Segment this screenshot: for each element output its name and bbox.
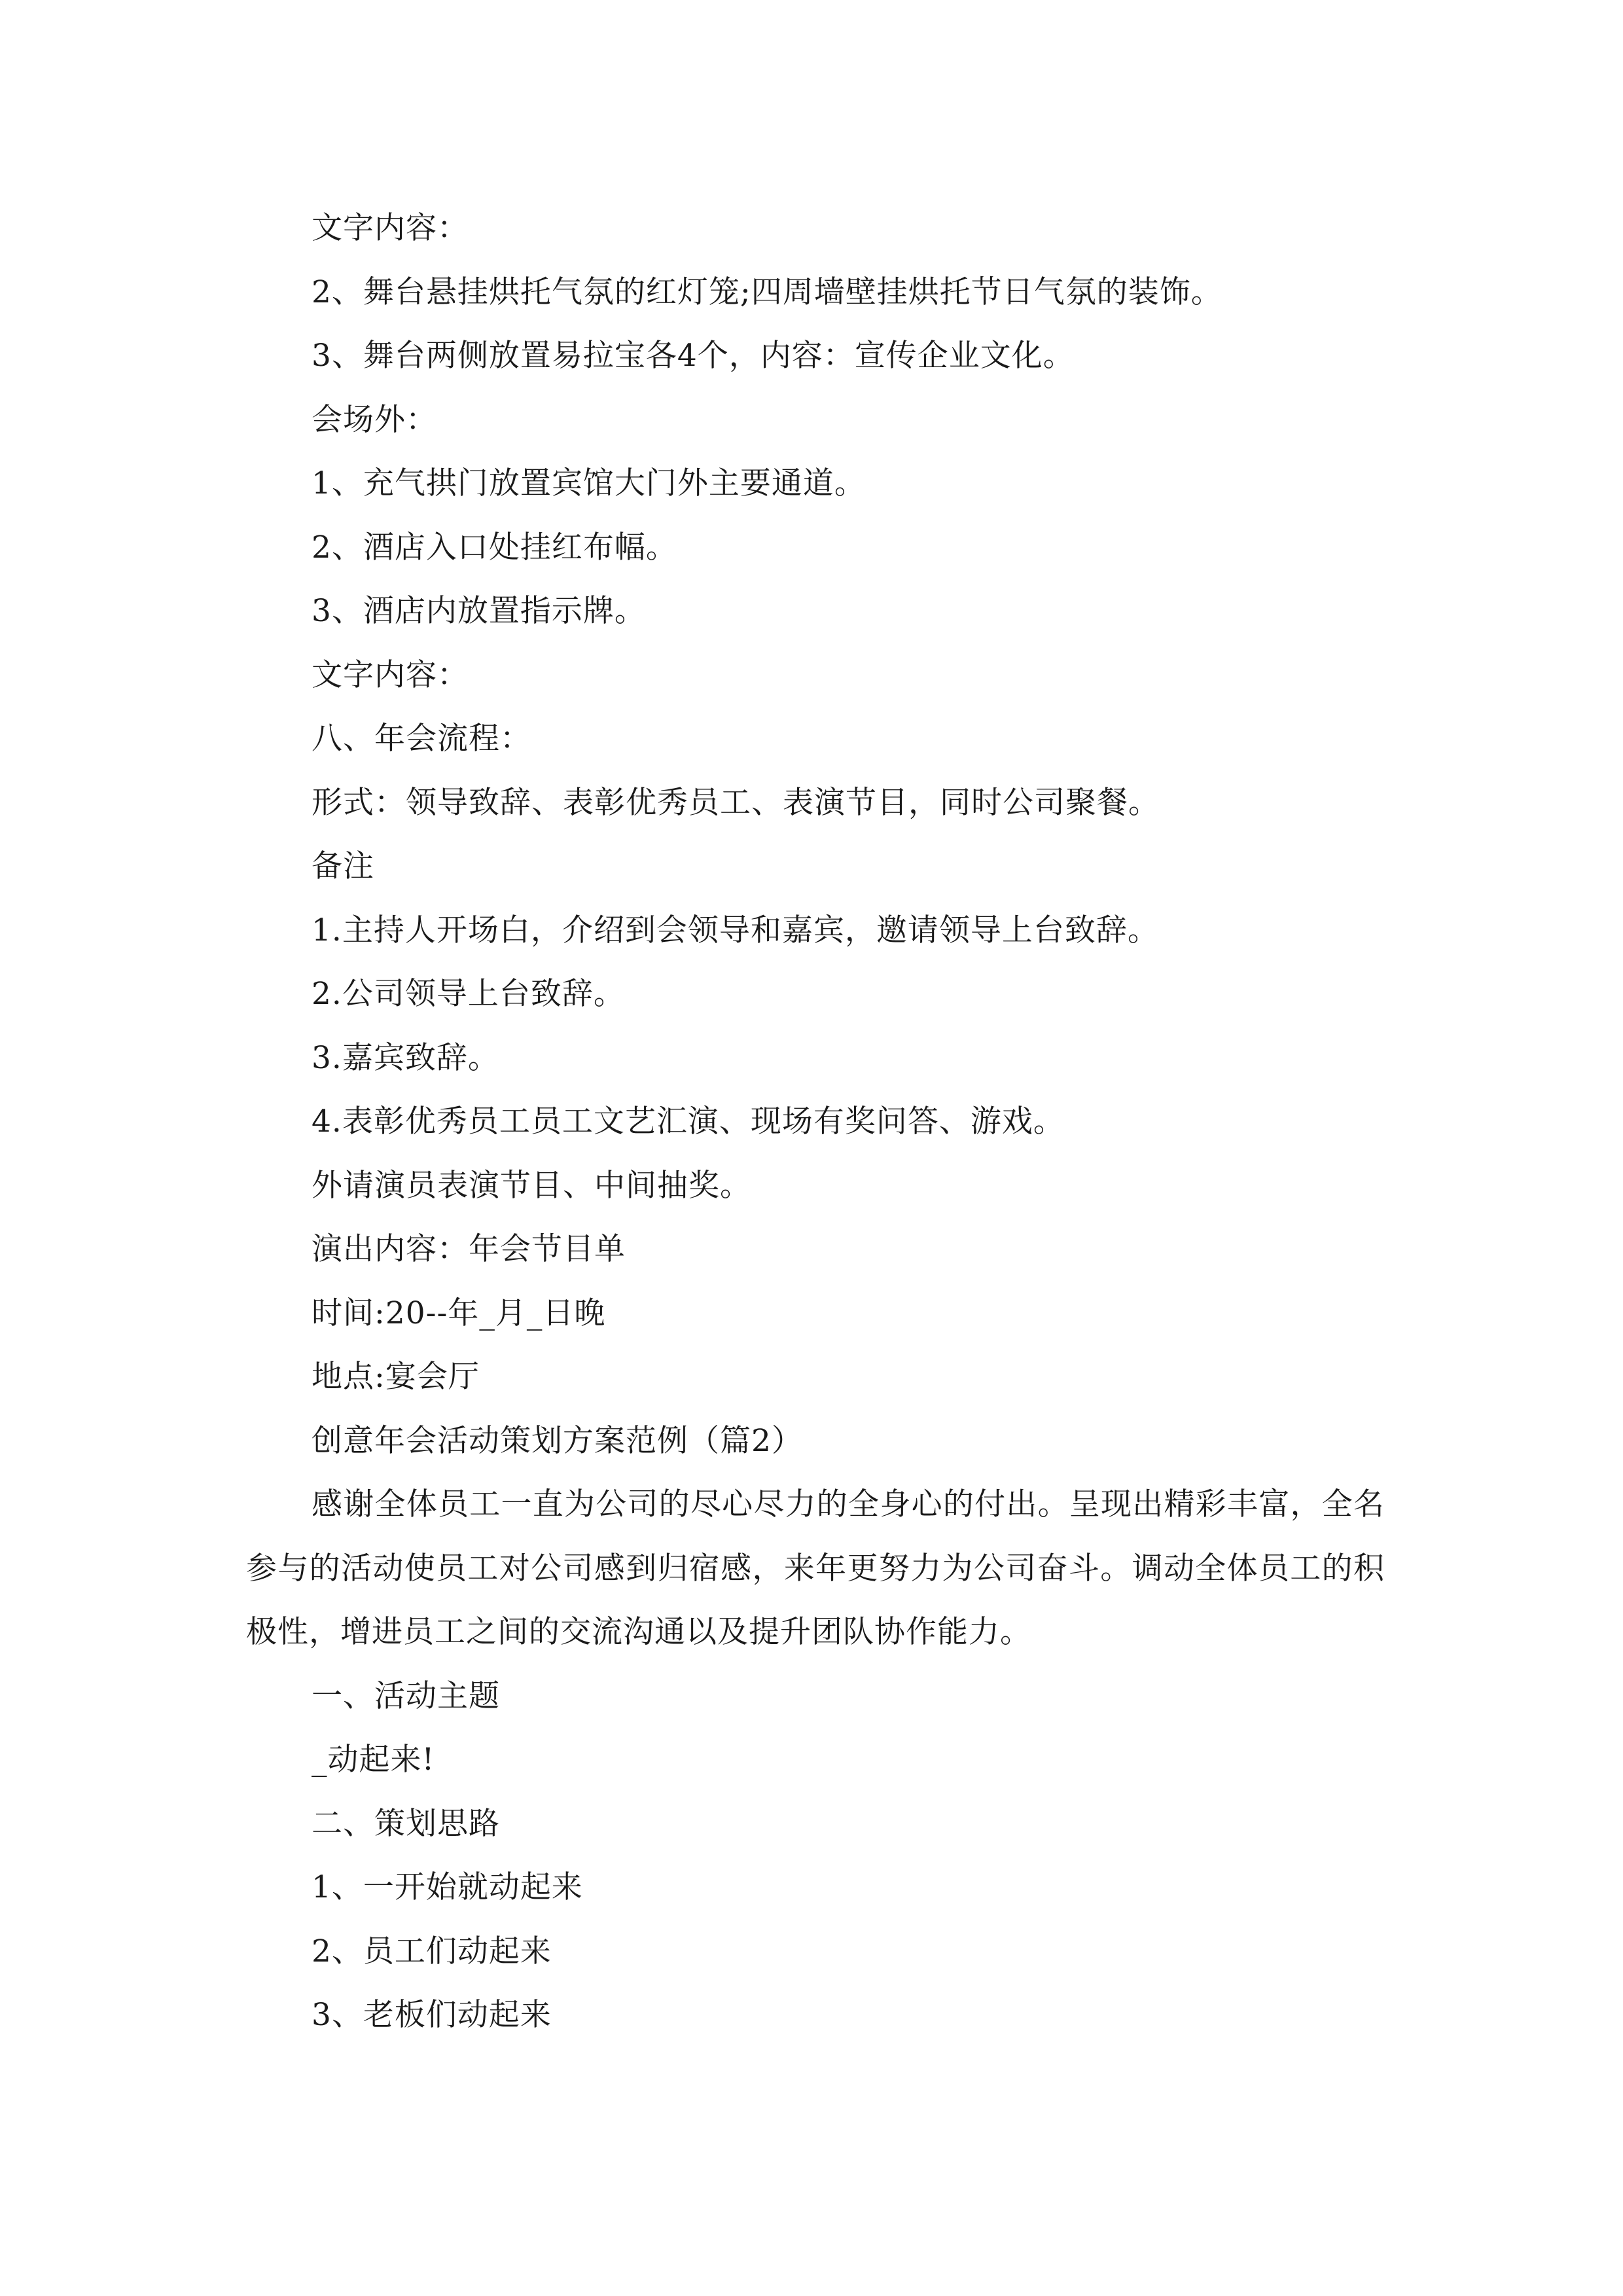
text-line: 地点:宴会厅 [312, 1359, 480, 1395]
text-line: 3、酒店内放置指示牌。 [312, 593, 646, 629]
text-line: 1、充气拱门放置宾馆大门外主要通道。 [312, 465, 866, 501]
body-paragraph: 感谢全体员工一直为公司的尽心尽力的全身心的付出。呈现出精彩丰富，全名参与的活动使员工对公司感到归宿感，来年更努力为公司奋斗。调动全体员工的积极性，增进员工之间的交流沟通以及提升团队协作能力。 [246, 1486, 1385, 1650]
text-line: 2.公司领导上台致辞。 [312, 976, 625, 1012]
text-line: 文字内容： [312, 656, 469, 693]
document-body [246, 196, 1385, 2047]
text-line: 3.嘉宾致辞。 [312, 1039, 499, 1076]
section-label: 会场外： [312, 401, 437, 438]
section-heading: 二、策划思路 [312, 1805, 500, 1842]
section-heading: 八、年会流程： [312, 721, 531, 757]
text-line: 2、舞台悬挂烘托气氛的红灯笼;四周墙壁挂烘托节日气氛的装饰。 [312, 274, 1222, 310]
section-label: 备注 [312, 848, 374, 884]
text-line: 2、酒店入口处挂红布幅。 [312, 529, 677, 565]
text-line: 4.表彰优秀员工员工文艺汇演、现场有奖问答、游戏。 [312, 1103, 1065, 1139]
article-title: 创意年会活动策划方案范例（篇2） [312, 1422, 803, 1459]
text-line: _动起来! [312, 1742, 435, 1778]
text-line: 形式：领导致辞、表彰优秀员工、表演节目，同时公司聚餐。 [312, 784, 1160, 821]
text-line: 3、舞台两侧放置易拉宝各4个，内容：宣传企业文化。 [312, 338, 1075, 374]
text-line: 2、员工们动起来 [312, 1933, 552, 1969]
text-line: 时间:20--年_月_日晚 [312, 1295, 606, 1331]
text-line: 演出内容：年会节目单 [312, 1231, 626, 1267]
text-line: 外请演员表演节目、中间抽奖。 [312, 1167, 751, 1204]
text-line: 1、一开始就动起来 [312, 1869, 583, 1905]
text-line: 文字内容： [312, 210, 469, 246]
text-line: 1.主持人开场白，介绍到会领导和嘉宾，邀请领导上台致辞。 [312, 912, 1159, 948]
text-line: 3、老板们动起来 [312, 1997, 552, 2033]
section-heading: 一、活动主题 [312, 1677, 500, 1714]
